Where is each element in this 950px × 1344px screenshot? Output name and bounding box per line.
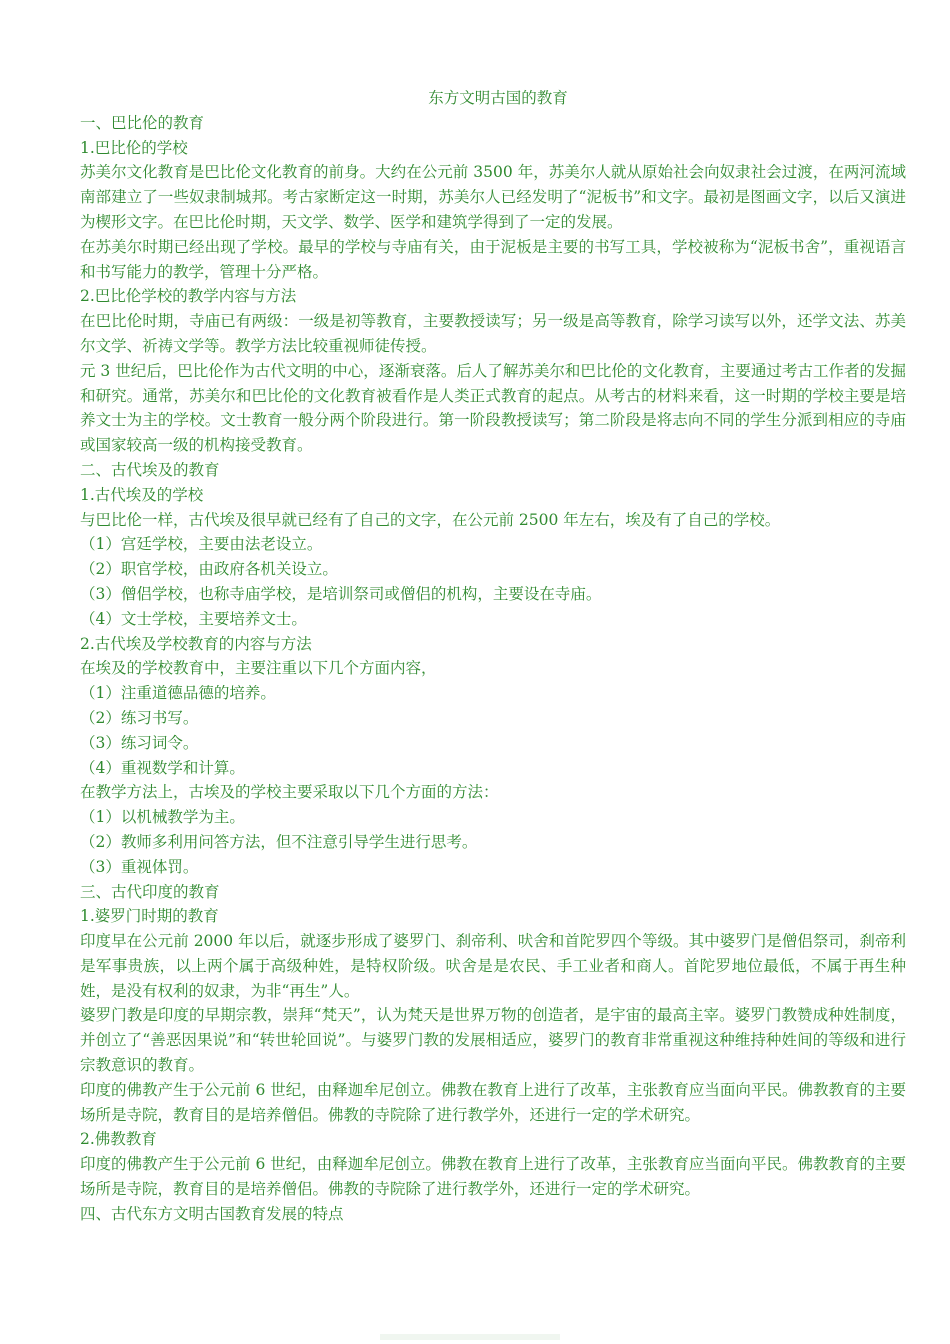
text-line: （3）练习词令。 (80, 733, 199, 752)
section-heading: 1.婆罗门时期的教育 (80, 907, 219, 926)
text-line: 与巴比伦一样，古代埃及很早就已经有了自己的文字，在公元前 2500 年左右，埃及有了自己的学校。 (80, 510, 781, 529)
paragraph: 苏美尔文化教育是巴比伦文化教育的前身。大约在公元前 3500 年，苏美尔人就从原始社会向奴隶社会过渡，在两河流域南部建立了一些奴隶制城邦。考古家断定这一时期，苏美尔人已经发明了“泥板书”和文字。最初是图画文字，以后又演进为楔形文字。在巴比伦时期，天文学、数学、医学和建筑学得到了一定的发展。 (80, 163, 906, 231)
paragraph: 印度的佛教产生于公元前 6 世纪，由释迦牟尼创立。佛教在教育上进行了改革，主张教育应当面向平民。佛教教育的主要场所是寺院，教育目的是培养僧侣。佛教的寺院除了进行教学外，还进行一定的学术研究。 (80, 1155, 906, 1199)
text-line: （3）重视体罚。 (80, 857, 199, 876)
section-heading: 一、巴比伦的教育 (80, 113, 205, 132)
section-heading: 2.古代埃及学校教育的内容与方法 (80, 634, 312, 653)
section-heading: 三、古代印度的教育 (80, 882, 220, 901)
document-body (80, 111, 906, 1227)
section-heading: 1.巴比伦的学校 (80, 138, 188, 157)
section-heading: 1.古代埃及的学校 (80, 485, 204, 504)
document-page (80, 86, 906, 1227)
paragraph: 元 3 世纪后，巴比伦作为古代文明的中心，逐渐衰落。后人了解苏美尔和巴比伦的文化教育，主要通过考古工作者的发掘和研究。通常，苏美尔和巴比伦的文化教育被看作是人类正式教育的起点。从考古的材料来看，这一时期的学校主要是培养文士为主的学校。文士教育一般分两个阶段进行。第一阶段教授读写；第二阶段是将志向不同的学生分派到相应的寺庙或国家较高一级的机构接受教育。 (80, 361, 906, 455)
text-line: 在埃及的学校教育中，主要注重以下几个方面内容， (80, 659, 437, 678)
paragraph: 在苏美尔时期已经出现了学校。最早的学校与寺庙有关，由于泥板是主要的书写工具，学校被称为“泥板书舍”，重视语言和书写能力的教学，管理十分严格。 (80, 237, 906, 281)
section-heading: 2.佛教教育 (80, 1130, 157, 1149)
paragraph: 婆罗门教是印度的早期宗教，崇拜“梵天”，认为梵天是世界万物的创造者，是宇宙的最高主宰。婆罗门教赞成种姓制度，并创立了“善恶因果说”和“转世轮回说”。与婆罗门教的发展相适应，婆罗门的教育非常重视这种维持种姓间的等级和进行宗教意识的教育。 (80, 1006, 906, 1075)
text-line: （4）文士学校，主要培养文士。 (80, 609, 307, 628)
paragraph: 在巴比伦时期，寺庙已有两级：一级是初等教育，主要教授读写；另一级是高等教育，除学习读写以外，还学文法、苏美尔文学、祈祷文学等。教学方法比较重视师徒传授。 (80, 312, 906, 355)
paragraph: 印度的佛教产生于公元前 6 世纪，由释迦牟尼创立。佛教在教育上进行了改革，主张教育应当面向平民。佛教教育的主要场所是寺院，教育目的是培养僧侣。佛教的寺院除了进行教学外，还进行一定的学术研究。 (80, 1080, 906, 1124)
text-line: （3）僧侣学校，也称寺庙学校，是培训祭司或僧侣的机构，主要设在寺庙。 (80, 584, 602, 603)
text-line: （1）注重道德品德的培养。 (80, 684, 276, 703)
section-heading: 二、古代埃及的教育 (80, 460, 220, 479)
section-heading: 四、古代东方文明古国教育发展的特点 (80, 1204, 344, 1223)
text-line: （2）教师多利用问答方法，但不注意引导学生进行思考。 (80, 832, 478, 851)
text-line: （2）职官学校，由政府各机关设立。 (80, 560, 338, 579)
paragraph: 印度早在公元前 2000 年以后，就逐步形成了婆罗门、刹帝利、吠舍和首陀罗四个等级。其中婆罗门是僧侣祭司，刹帝利是军事贵族，以上两个属于高级种姓，是特权阶级。吠舍是是农民、手工业者和商人。首陀罗地位最低，不属于再生种姓，是没有权利的奴隶，为非“再生”人。 (80, 932, 906, 1000)
text-line: （2）练习书写。 (80, 708, 199, 727)
footer-watermark (380, 1334, 560, 1340)
text-line: 在教学方法上，古埃及的学校主要采取以下几个方面的方法： (80, 783, 499, 802)
text-line: （1）以机械教学为主。 (80, 808, 245, 827)
section-heading: 2.巴比伦学校的教学内容与方法 (80, 287, 297, 306)
text-line: （1）宫廷学校，主要由法老设立。 (80, 535, 323, 554)
document-title: 东方文明古国的教育 (428, 89, 568, 107)
text-line: （4）重视数学和计算。 (80, 758, 245, 777)
